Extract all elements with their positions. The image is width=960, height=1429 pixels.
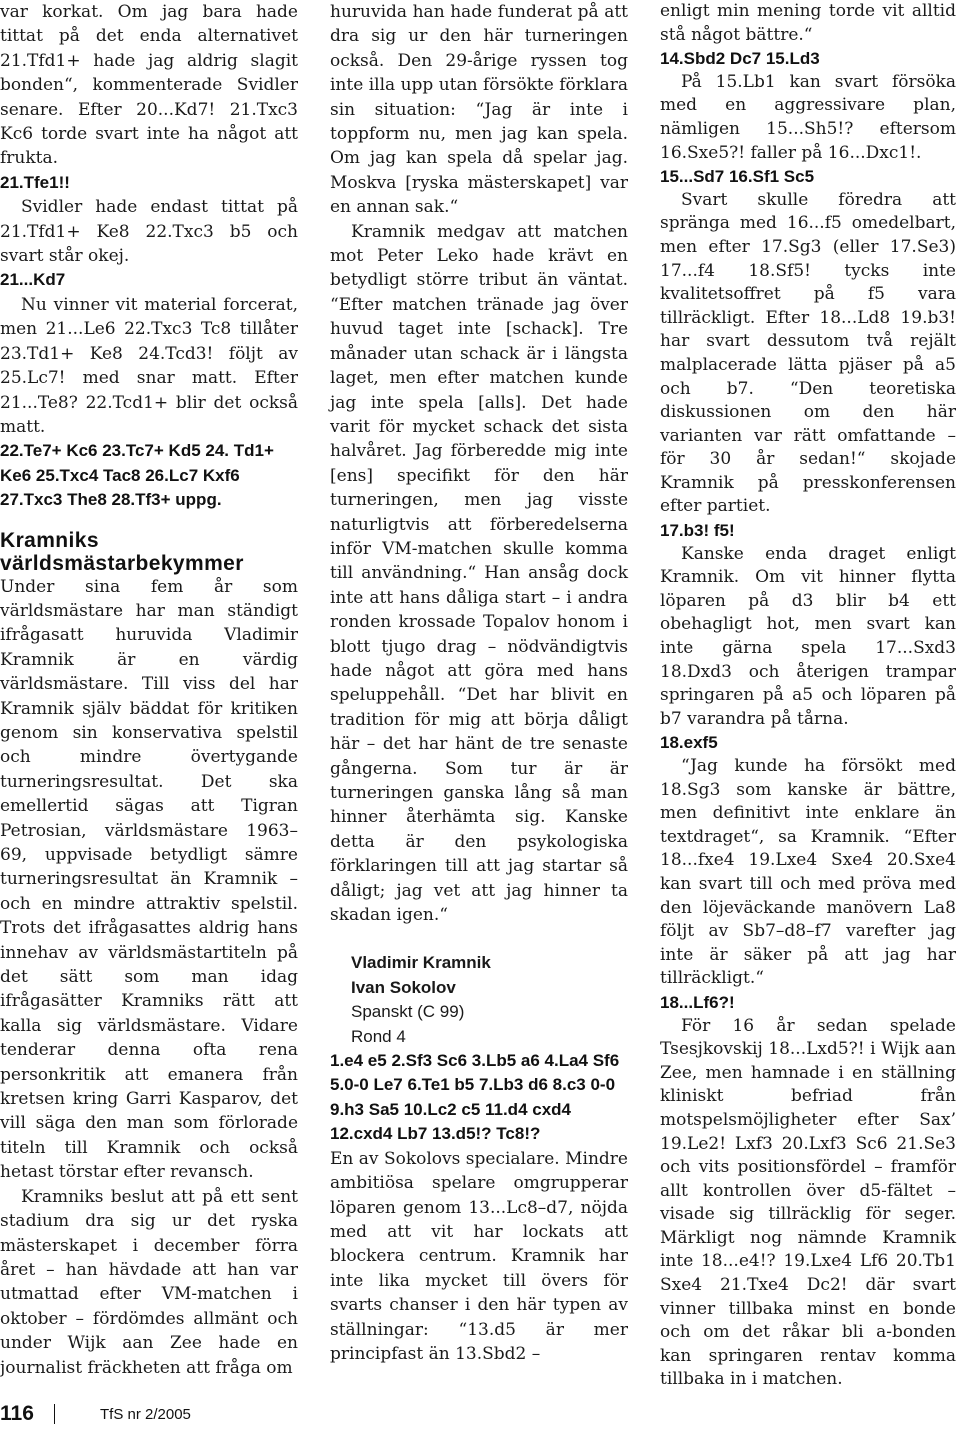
black-player: Ivan Sokolov [351, 977, 456, 997]
paragraph: Svart skulle föredra att spränga med 16...f5 omedelbart, men efter 17.Sg3 (eller 17.Se3) 17...f4 18.Sf5! tycks inte kvalitetsoffret på f5 vara tillräckligt. Efter 18...Ld8 19.b3! har svart dessutom två rejält malplacerade lätta pjäser på a5 och b7. “Den teoretiska diskussionen om den här varianten var rätt omfattande – för 30 år sedan!“ skojade Kramnik på presskonferensen efter partiet. [660, 189, 956, 517]
footer-divider [54, 1404, 55, 1424]
paragraph: Svidler hade endast tittat på 21.Tfd1+ Ke8 22.Txc3 b5 och svart står okej. [0, 197, 298, 267]
move-annotation: 21.Tfe1!! [0, 172, 70, 192]
move-annotation: 17.b3! f5! [660, 521, 735, 541]
opening-name: Spanskt (C 99) [351, 1002, 465, 1022]
move-annotation: 18.exf5 [660, 733, 718, 753]
paragraph: Kramniks beslut att på ett sent stadium dra sig ur det ryska mästerskapet i december förra året – han hävdade att han var utmattad efter VM-matchen i oktober – fördömdes allmänt och under Wijk aan Zee hade en journalist fräckheten att fråga om [0, 1186, 298, 1378]
round-label: Rond 4 [351, 1026, 406, 1046]
section-heading: Kramniks världsmästarbekymmer [0, 528, 244, 575]
paragraph: “Jag kunde ha försökt med 18.Sg3 som kanske är bättre, men definitivt inte enklare än textdraget“, sa Kramnik. “Efter 18...fxe4 19.Lxe4 Sxe4 20.Sxe4 kan svart till och med pröva med den löjeväckande manövern La8 följt av Sb7–d8–f7 varefter jag inte är säker på att jag har tillräckligt.“ [660, 756, 956, 989]
text-column-3 [660, 0, 956, 1392]
paragraph: enligt min mening torde vit alltid stå något bättre.“ [660, 1, 956, 45]
page-number: 116 [0, 1402, 34, 1425]
paragraph: var korkat. Om jag bara hade tittat på det enda alternativet 21.Tfd1+ hade jag aldrig slagit bonden“, kommenterade Svidler senare. Efter 20...Kd7! 21.Txc3 Kc6 torde svart inte ha något att frukta. [0, 2, 298, 169]
issue-label: TfS nr 2/2005 [100, 1406, 191, 1423]
move-annotation: 18...Lf6?! [660, 992, 735, 1012]
game-header [330, 951, 628, 1049]
paragraph: För 16 år sedan spelade Tsesjkovskij 18...Lxd5?! i Wijk aan Zee, men hamnade i en ställning kliniskt befriad från motspelsmöjligheter efter Sax’ 19.Le2! Lxf3 20.Lxf3 Sc6 21.Se3 och vits positionsfördel – framför allt kontrollen över d5-fältet – visade sig tillräcklig för seger. Märkligt nog nämnde Kramnik inte 18...e4!? 19.Lxe4 Lf6 20.Tb1 Sxe4 21.Txe4 Dc2! där svart vinner tillbaka minst en bonde och om det råkar bli a-bonden kan springaren rentav komma tillbaka in i matchen. [660, 1015, 956, 1390]
paragraph: Nu vinner vit material forcerat, men 21...Le6 22.Txc3 Tc8 tillåter 23.Td1+ Ke8 24.Tcd3! följt av 25.Lc7! med snar matt. Efter 21...Te8? 22.Tcd1+ blir det också matt. [0, 294, 298, 437]
move-annotation: 14.Sbd2 Dc7 15.Ld3 [660, 49, 820, 69]
text-column-1 [0, 0, 298, 1380]
paragraph: Under sina fem år som världsmästare har man ständigt ifrågasatt huruvida Vladimir Kramnik är en värdig världsmästare. Till viss del har Kramnik själv bäddat för kritiken genom sin konservativa spelstil och mindre övertygande turneringsresultat. Det ska emellertid sägas att Tigran Petrosian, världsmästare 1963–69, uppvisade betydligt sämre turneringsresultat än Kramnik – och en mindre attraktiv spelstil. Trots det ifrågasattes aldrig hans innehav av världsmästartiteln på det sätt som man idag ifrågasätter Kramniks rätt att kalla sig världsmästare. Vidare tenderar denna ofta rena personkritik att emanera från kretsen kring Garri Kasparov, det vill säga den man som förlorade titeln till Kramnik och också hetast törstar efter revansch. [0, 576, 298, 1183]
game-moves: 1.e4 e5 2.Sf3 Sc6 3.Lb5 a6 4.La4 Sf6 5.0-0 Le7 6.Te1 b5 7.Lb3 d6 8.c3 0-0 9.h3 Sa5 10.Lc2 c5 11.d4 cxd4 12.cxd4 Lb7 13.d5!? Tc8!? [330, 1051, 620, 1144]
paragraph: Kramnik medgav att matchen mot Peter Leko hade krävt en betydligt större tribut än väntat. “Efter matchen tränade jag över huvud taget inte [schack]. Tre månader utan schack är i längsta laget, men efter matchen kunde jag inte spela [alls]. Det hade varit för mycket schack det sista halvåret. Jag förberedde mig inte [ens] specifikt för den här turneringen, men jag visste naturligtvis att förberedelserna inför VM-matchen skulle komma till användning.“ Han ansåg dock inte att hans dåliga start – i andra ronden krossade Topalov honom i blott tjugo drag – nödvändigtvis hade något att göra med hans speluppehåll. “Det har blivit en tradition för mig att börja dåligt här – det har hänt de tre senaste gångerna. Som tur är är turneringen ganska lång så man hinner återhämta sig. Kanske detta är den psykologiska förklaringen till att jag startar så dåligt; jag vet att jag hinner ta skadan igen.“ [330, 221, 628, 926]
move-annotation: 15...Sd7 16.Sf1 Sc5 [660, 167, 815, 187]
move-annotation: 22.Te7+ Kc6 23.Tc7+ Kd5 24. Td1+ Ke6 25.Txc4 Tac8 26.Lc7 Kxf6 27.Txc3 The8 28.Tf3+ uppg. [0, 441, 274, 510]
paragraph: Kanske enda draget enligt Kramnik. Om vit hinner flytta löparen på d3 blir b4 ett obehagligt hot, men svart kan inte gärna spela 17...Sxd3 18.Dxd3 och återigen trampar springaren på a5 och löparen på b7 varandra på tårna. [660, 543, 956, 729]
white-player: Vladimir Kramnik [351, 953, 491, 973]
paragraph: En av Sokolovs specialare. Mindre ambitiösa spelare omgrupperar löparen genom 13...Lc8–d7, nöjda med att vit har lockats att blockera centrum. Kramnik har inte lika mycket till övers för svarts chanser i den här typen av ställningar: “13.d5 är mer principfast än 13.Sbd2 – [330, 1148, 628, 1364]
text-column-2 [330, 0, 628, 1366]
move-annotation: 21...Kd7 [0, 270, 66, 290]
paragraph: På 15.Lb1 kan svart försöka med en aggressivare plan, nämligen 15...Sh5!? eftersom 16.Sxe5?! faller på 16...Dxc1!. [660, 71, 956, 163]
paragraph: huruvida han hade funderat på att dra sig ur den här turneringen också. Den 29-årige ryssen tog inte illa upp utan försökte förklara sin situation: “Jag är inte i toppform nu, men jag kan spela. Om jag kan spela då spelar jag. Moskva [ryska mästerskapet] var en annan sak.“ [330, 2, 628, 218]
